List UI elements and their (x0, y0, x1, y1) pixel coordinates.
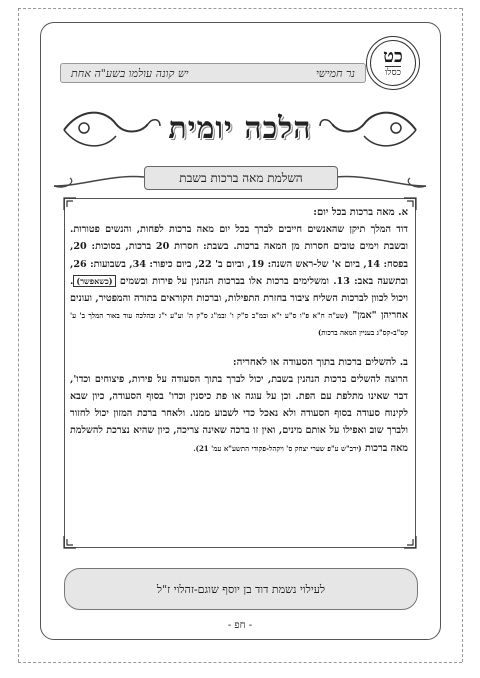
subtitle-text: השלמת מאה ברכות בשבת (144, 166, 338, 190)
title-banner (60, 100, 420, 156)
badge-month: כסלו (384, 68, 402, 78)
header-left-text: יש קונה עולמו בשע"ה אחת (71, 66, 189, 80)
cut-line-left (18, 8, 19, 662)
halacha-content (70, 204, 408, 457)
corner-ornament-icon (63, 535, 77, 549)
header-bar (60, 63, 366, 83)
cut-line-right (462, 8, 463, 662)
section-a-text-2: . ויכול לכוון לברכות השליח ציבור בחזרת התפילות, וברכות הקוראים בתורה והמפטיר, ועונים אחריהן "אמן" (70, 275, 408, 322)
badge-day: כט (383, 46, 403, 67)
memorial-dedication: לעילוי נשמת דוד בן יוסף שוגם-זהלוי ז"ל (64, 568, 418, 610)
cut-line-top (18, 8, 462, 9)
section-b-body (70, 371, 408, 457)
section-a-source: (שע"ה ח"א פ"ו ס"ע י"א ובמ"ב ס"ק ו' ובמ"ג ס"ק ה' וע"ע י"ג ובהלכה עוד באור המלך ב' ע' קס"ב-קס"ג בעניין המאה ברכות) (70, 311, 408, 338)
date-badge-inner (370, 40, 416, 86)
header-right-text: נר חמישי (315, 66, 355, 80)
section-b-source: (ירב"ש ע"פ שערי יצחק ס' ויקהל-פקודי התשע"א עמ' 21). (193, 443, 362, 453)
page-number: - חפ - (227, 620, 253, 631)
corner-ornament-icon (403, 535, 417, 549)
subtitle-ribbon (52, 164, 428, 192)
section-a-text: דוד המלך תיקן שהאנשים חייבים לברך בכל יום מאה ברכות לפחות, והנשים פטורות. ובשבת וימים טובים חסרות מן המאה ברכות. בשבת: חסרות 20 ברכות, בסוכות: 20, בפסח: 14, ביום א' של-ראש השנה: 19, וביום ב' 22, ביום כיפור: 34, בשבועות: 26, ובתשעה באב: 13. ומשלימים ברכות אלו בברכות הנהנין על פירות ובשמים (70, 224, 408, 287)
page-title: הלכה יומית (168, 110, 312, 146)
section-a-body (70, 221, 408, 341)
section-a-note: (כשאפשר) (73, 275, 115, 287)
section-b-text: הרוצה להשלים ברכות הנהנין בשבת, יכול לברך בתוך הסעודה על פירות, פיצוחים וכדו', דבר שאינו מתלפת עם הפת. וכן על עוגה או פת כיסנין וכדו' בסוף הסעודה, כיון שבא לקינוח סעודה בסוף הסעודה ולא נאכל כדי לשבוע ממנו. ולאחר ברכת המזון יכול לחזור ולברך שוב ואפילו על אותם מינים, ואין זו ברכה שאינה צריכה, כיון שהיא נצרכת להשלמת מאה ברכות (70, 373, 408, 454)
section-a-heading: א. מאה ברכות בכל יום: (313, 207, 408, 218)
section-b-heading: ב. להשלים ברכות בתוך הסעודה או לאחריה: (232, 356, 408, 368)
cut-line-bottom (18, 662, 462, 663)
date-badge (366, 36, 420, 90)
